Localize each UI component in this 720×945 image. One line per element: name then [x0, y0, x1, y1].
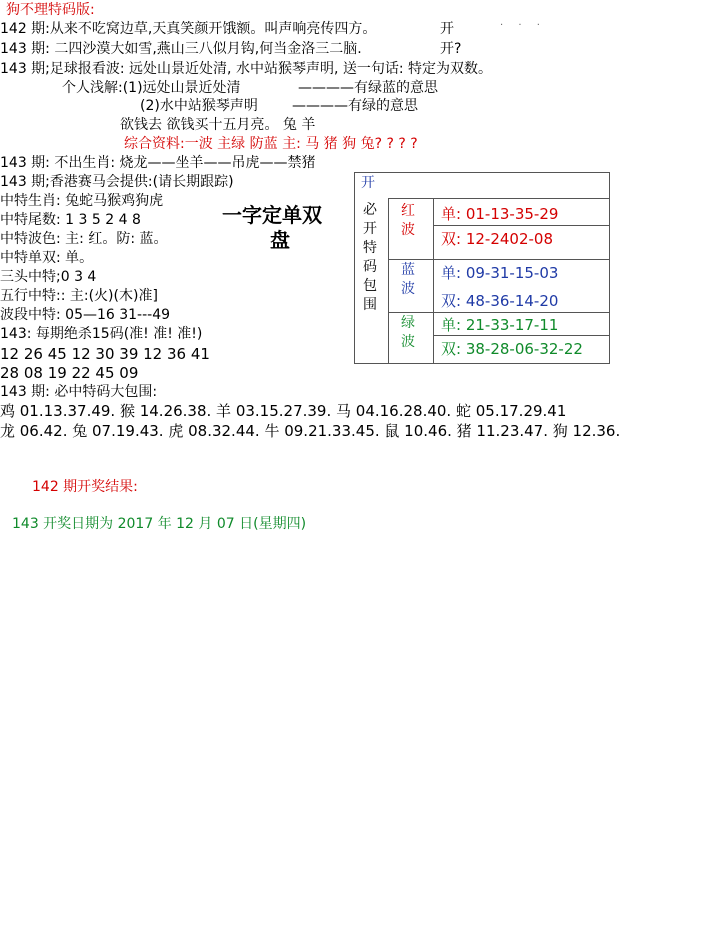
line-money: 欲钱去 欲钱买十五月亮。 兔 羊: [120, 117, 316, 133]
line-zodiac-numbers-1: 鸡 01.13.37.49. 猴 14.26.38. 羊 03.15.27.39. 马 04.16.28.40. 蛇 05.17.29.41: [0, 402, 567, 420]
draw-date: 143 开奖日期为 2017 年 12 月 07 日(星期四): [12, 516, 307, 532]
line-personal-2: (2)水中站猴琴声明: [140, 98, 258, 114]
line-summary: 综合资料:一波 主绿 防蓝 主: 马 猪 狗 兔? ? ? ?: [124, 136, 418, 152]
blue-single: 单: 09-31-15-03: [441, 264, 559, 282]
line-kill-numbers-1: 12 26 45 12 30 39 12 36 41: [0, 345, 210, 363]
line-wave-segment: 波段中特: 05—16 31---49: [0, 307, 171, 323]
line-personal-1-meaning: ————有绿蓝的意思: [298, 80, 438, 96]
line-tail: 中特尾数: 1 3 5 2 4 8: [0, 212, 141, 228]
line-five-elements: 五行中特:: 主:(火)(木)准]: [0, 288, 158, 304]
line-143-open: 开?: [440, 41, 462, 57]
special-code-box: [354, 172, 610, 364]
line-not-zodiac: 143 期: 不出生肖: 烧龙——坐羊——吊虎——禁猪: [0, 155, 316, 171]
line-zodiac: 中特生肖: 兔蛇马猴鸡狗虎: [0, 193, 164, 209]
big-heading: 一字定单双: [222, 203, 322, 227]
wave-label-green: 绿波: [401, 315, 415, 350]
line-odd-even: 中特单双: 单。: [0, 250, 94, 266]
green-double: 双: 38-28-06-32-22: [441, 340, 583, 358]
line-zodiac-numbers-2: 龙 06.42. 兔 07.19.43. 虎 08.32.44. 牛 09.21.33.45. 鼠 10.46. 猪 11.23.47. 狗 12.36.: [0, 422, 621, 440]
blue-double: 双: 48-36-14-20: [441, 292, 559, 310]
page-title: 狗不理特码版:: [6, 2, 95, 18]
line-143-riddle: 143 期: 二四沙漠大如雪,燕山三八似月钩,何当金洛三二脑.: [0, 41, 362, 57]
box-header: 开: [361, 175, 375, 191]
line-kill-numbers-2: 28 08 19 22 45 09: [0, 364, 139, 382]
wave-label-blue: 蓝波: [401, 262, 415, 297]
dots: . . .: [500, 17, 546, 28]
line-three-heads: 三头中特;0 3 4: [0, 269, 97, 285]
big-heading-2: 盘: [270, 228, 290, 252]
line-142-riddle: 142 期:从来不吃窝边草,天真笑颜开饿额。叫声响亮传四方。: [0, 21, 377, 37]
line-wave-color: 中特波色: 主: 红。防: 蓝。: [0, 231, 168, 247]
line-142-open: 开: [440, 21, 454, 37]
box-side-label: 必开特码包围: [363, 202, 377, 313]
line-personal-1: 个人浅解:(1)远处山景近处清: [62, 80, 241, 96]
red-single: 单: 01-13-35-29: [441, 205, 559, 223]
result-heading: 142 期开奖结果:: [32, 479, 138, 495]
wave-label-red: 红波: [401, 203, 415, 238]
line-kill-15: 143: 每期绝杀15码(准! 准! 准!): [0, 326, 203, 342]
line-must-hit: 143 期: 必中特码大包围:: [0, 384, 158, 400]
line-hk-jockey: 143 期;香港赛马会提供:(请长期跟踪): [0, 174, 234, 190]
green-single: 单: 21-33-17-11: [441, 316, 559, 334]
line-football-report: 143 期;足球报看波: 远处山景近处清, 水中站猴琴声明, 送一句话: 特定为双数。: [0, 61, 493, 77]
line-personal-2-meaning: ————有绿的意思: [292, 98, 418, 114]
red-double: 双: 12-2402-08: [441, 230, 554, 248]
